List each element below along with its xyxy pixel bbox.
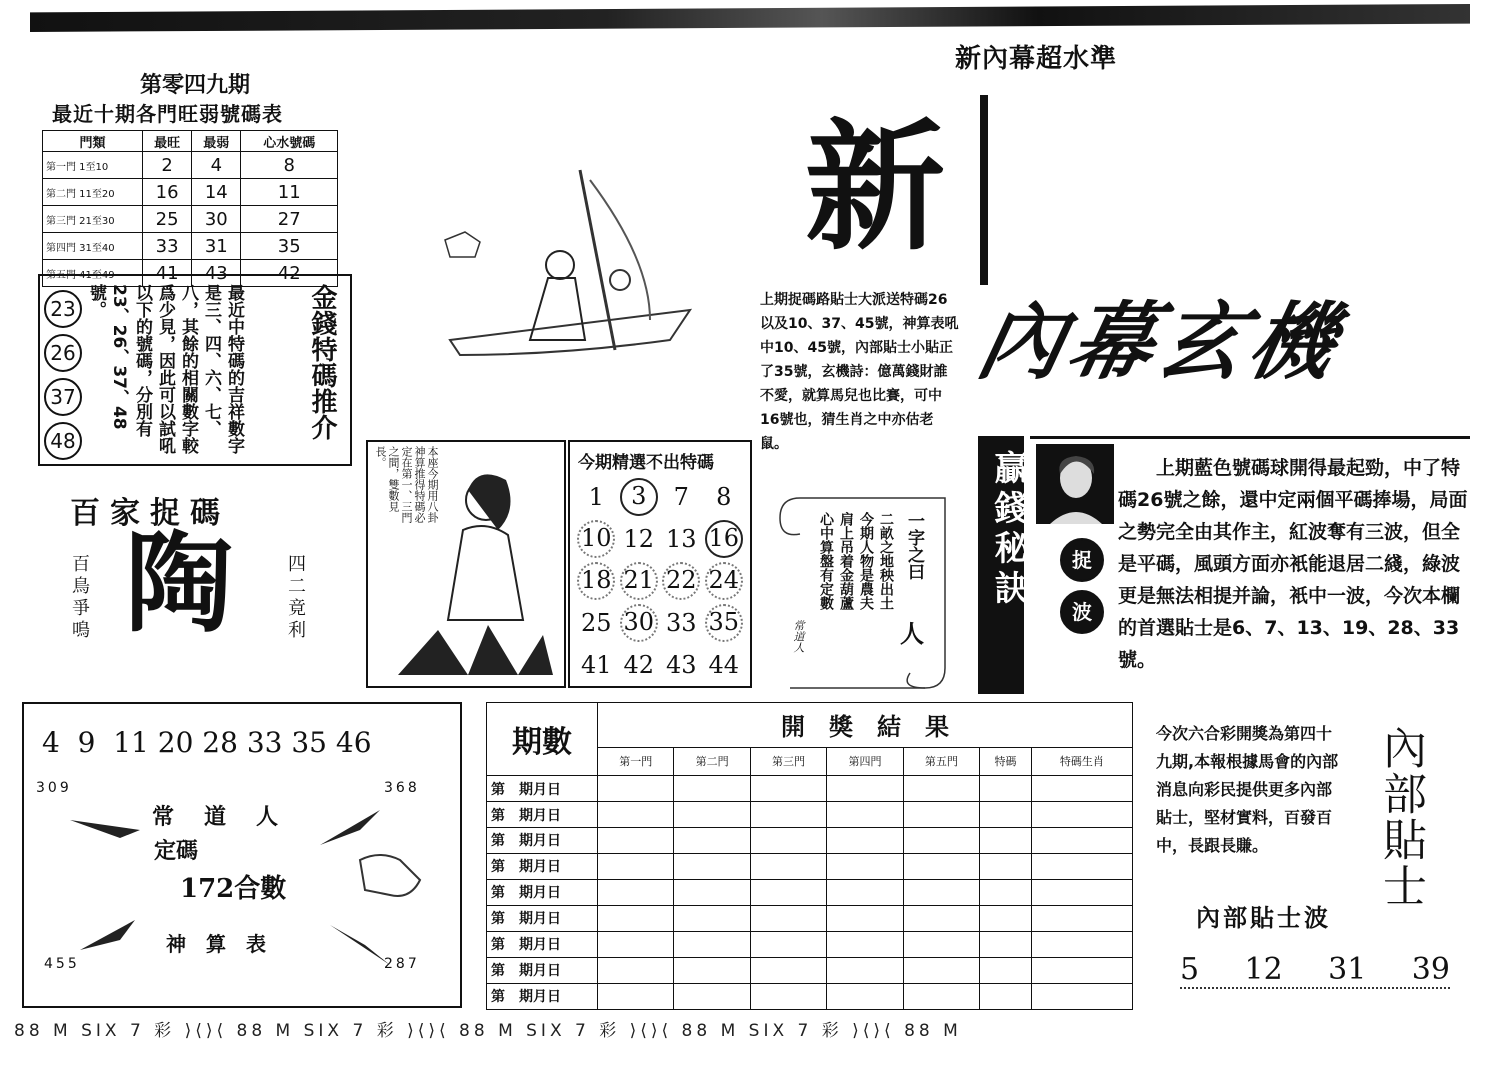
draw-title: 開 獎 結 果 (598, 703, 1133, 748)
table-row (487, 776, 1133, 802)
draw-col-header: 第一門 (598, 747, 674, 775)
row-label: 第 期月日 (487, 905, 598, 931)
scroll-line1b: 人 (900, 620, 924, 648)
arrow-icon (330, 925, 390, 965)
fisherman-illustration (430, 150, 710, 390)
grid-number: 18 (577, 562, 615, 600)
grid-cell (703, 560, 746, 602)
grid-number: 16 (705, 520, 743, 558)
draw-col-header: 第五門 (903, 747, 979, 775)
grid-cell (703, 644, 746, 686)
grid-cell (703, 518, 746, 560)
result-cell (750, 828, 826, 854)
row-label: 第 期月日 (487, 983, 598, 1009)
pick-cell: 35 (241, 233, 338, 260)
grid-number: 10 (577, 520, 615, 558)
cold-cell: 30 (192, 206, 241, 233)
divider (980, 95, 988, 285)
grid-row (575, 560, 745, 602)
grid-cell (703, 476, 746, 518)
lucky-text: 最近中特碼的吉祥數字是三、四、六、七、八，其餘的相關數字較爲少見，因此可以試吼以下的號碼，分別有23、26、37、48號。 (86, 284, 244, 454)
result-cell (827, 776, 903, 802)
result-cell (903, 853, 979, 879)
baijia-left: 百鳥爭鳴 (69, 554, 90, 642)
number-ball: 37 (44, 378, 82, 416)
pick-cell: 27 (241, 206, 338, 233)
grid-cell (618, 476, 661, 518)
cold-cell: 31 (192, 233, 241, 260)
baijia-char: 陶 (125, 521, 234, 647)
grid-number: 43 (665, 651, 697, 679)
baijia-title: 百家捉碼 (70, 496, 230, 531)
result-cell (598, 776, 674, 802)
number-ball: 48 (44, 422, 82, 460)
result-cell (980, 931, 1032, 957)
row-label: 第 期月日 (487, 776, 598, 802)
arrow-graphics (60, 800, 450, 980)
table-row (43, 179, 338, 206)
corner-number: 309 (36, 780, 72, 796)
tag-catch: 捉 (1060, 538, 1104, 582)
grid-cell (618, 560, 661, 602)
result-cell (1031, 905, 1132, 931)
tag-wave: 波 (1060, 590, 1104, 634)
issue-title: 第零四九期 (140, 72, 251, 98)
divider (1030, 436, 1470, 439)
grid-row (575, 518, 745, 560)
grid-number: 41 (580, 651, 612, 679)
result-cell (903, 983, 979, 1009)
grid-cell (575, 602, 618, 644)
grid-cell (660, 476, 703, 518)
cold-cell: 14 (192, 179, 241, 206)
result-cell (903, 957, 979, 983)
wave-numbers (1180, 952, 1450, 989)
result-cell (903, 776, 979, 802)
author-name: 常道人 (152, 805, 309, 830)
secret-title: 內幕玄機 (969, 293, 1351, 391)
result-cell (980, 983, 1032, 1009)
result-cell (980, 802, 1032, 828)
result-cell (903, 802, 979, 828)
result-cell (598, 828, 674, 854)
draw-col-header: 第三門 (750, 747, 826, 775)
top-banner (30, 4, 1470, 32)
gate-cell: 第四門 31至40 (43, 233, 143, 260)
col-header: 心水號碼 (241, 131, 338, 152)
picks-title: 今期精選不出特碼 (578, 453, 714, 473)
result-cell (1031, 776, 1132, 802)
grid-cell (618, 644, 661, 686)
result-cell (827, 879, 903, 905)
grid-number: 12 (623, 525, 655, 553)
grid-number: 21 (620, 562, 658, 600)
win-text: 上期藍色號碼球開得最起勁，中了特碼26號之餘，還中定兩個平碼捧場，局面之勢完全由其作主，紅波奪有三波，但全是平碼，風頭方面亦衹能退居二綫，綠波更是無法相提并論，衹中一波，今次本欄的首選貼士是6、7、13、19、28、33號。 (1118, 457, 1468, 671)
row-label: 第 期月日 (487, 931, 598, 957)
row-label: 第 期月日 (487, 828, 598, 854)
tiger-icon (360, 855, 420, 896)
draw-col-header: 特碼 (980, 747, 1032, 775)
result-cell (598, 879, 674, 905)
grid-number: 33 (665, 609, 697, 637)
grid-cell (660, 518, 703, 560)
gate-cell: 第二門 11至20 (43, 179, 143, 206)
period-header: 期數 (487, 703, 598, 776)
scroll-line5: 心中算盤有定數 (818, 512, 834, 610)
scroll-line4: 肩上吊着金葫蘆 (838, 512, 854, 610)
result-cell (980, 957, 1032, 983)
hot-cell: 2 (143, 152, 192, 179)
corner-number: 287 (384, 956, 420, 972)
table-row (487, 828, 1133, 854)
grid-number: 44 (708, 651, 740, 679)
table-row (487, 853, 1133, 879)
result-cell (750, 931, 826, 957)
result-cell (903, 905, 979, 931)
draw-col-header: 第二門 (674, 747, 750, 775)
col-header: 門類 (43, 131, 143, 152)
goddess-note: 本座今期用八卦神算推得特碼必定在第一、三門之間，雙數見長。 (374, 446, 439, 523)
inside-hand-title: 內部貼士 (1375, 725, 1426, 909)
grid-number: 42 (623, 651, 655, 679)
row-label: 第 期月日 (487, 957, 598, 983)
col-header: 最弱 (192, 131, 241, 152)
gate-cell: 第三門 21至30 (43, 206, 143, 233)
result-cell (750, 802, 826, 828)
result-cell (903, 828, 979, 854)
result-cell (598, 905, 674, 931)
result-cell (903, 879, 979, 905)
wave-title: 內部貼士波 (1196, 904, 1331, 932)
hot-cell: 25 (143, 206, 192, 233)
result-cell (598, 931, 674, 957)
gate-cell: 第一門 1至10 (43, 152, 143, 179)
result-cell (674, 983, 750, 1009)
result-cell (750, 853, 826, 879)
draw-col-header: 特碼生肖 (1031, 747, 1132, 775)
win-title: 贏錢秘訣 (988, 450, 1028, 610)
table-row (43, 206, 338, 233)
table-header-row (487, 703, 1133, 748)
grid-number: 35 (705, 604, 743, 642)
hot-cell: 41 (143, 260, 192, 287)
ball-column (44, 290, 82, 460)
grid-number: 1 (588, 483, 604, 511)
result-cell (598, 802, 674, 828)
gate-cell: 第五門 41至49 (43, 260, 143, 287)
result-cell (1031, 828, 1132, 854)
table-row (487, 905, 1133, 931)
grid-row (575, 602, 745, 644)
result-cell (674, 802, 750, 828)
grid-cell (660, 560, 703, 602)
result-cell (750, 776, 826, 802)
grid-number: 3 (620, 478, 658, 516)
wave-number: 5 (1180, 952, 1200, 987)
result-cell (827, 905, 903, 931)
result-cell (827, 828, 903, 854)
grid-number: 30 (620, 604, 658, 642)
result-cell (1031, 853, 1132, 879)
stats-subtitle: 最近十期各門旺弱號碼表 (52, 102, 283, 126)
grid-row (575, 644, 745, 686)
scroll-line1: 一字之曰 (904, 512, 924, 580)
gate-stats-table (42, 130, 338, 287)
corner-number: 368 (384, 780, 420, 796)
grid-row (575, 476, 745, 518)
result-cell (674, 879, 750, 905)
number-ball: 26 (44, 334, 82, 372)
arrow-icon (80, 920, 135, 950)
result-cell (750, 957, 826, 983)
wave-number: 31 (1328, 952, 1367, 987)
result-cell (980, 879, 1032, 905)
result-cell (750, 879, 826, 905)
hot-cell: 16 (143, 179, 192, 206)
secret-title-banner (969, 292, 1460, 392)
grid-cell (575, 560, 618, 602)
result-cell (980, 905, 1032, 931)
result-cell (674, 853, 750, 879)
result-cell (903, 931, 979, 957)
grid-cell (660, 602, 703, 644)
wave-number: 39 (1411, 952, 1450, 987)
result-cell (1031, 879, 1132, 905)
result-cell (598, 957, 674, 983)
bottom-strip: 88 M SIX 7 彩 ⟩⟨⟩⟨ 88 M SIX 7 彩 ⟩⟨⟩⟨ 88 M SIX 7 彩 ⟩⟨⟩⟨ 88 M SIX 7 彩 ⟩⟨⟩⟨ 88 M (14, 1021, 962, 1041)
picks-grid (575, 476, 745, 686)
table-header-row (43, 131, 338, 152)
grid-number: 24 (705, 562, 743, 600)
result-cell (827, 931, 903, 957)
grid-cell (575, 476, 618, 518)
draw-col-header: 第四門 (827, 747, 903, 775)
draw-results-table (486, 702, 1133, 1010)
result-cell (750, 983, 826, 1009)
goddess-illustration (378, 460, 560, 682)
result-cell (674, 905, 750, 931)
grid-number: 8 (716, 483, 732, 511)
scroll-line3: 今期人物是農夫 (858, 512, 874, 610)
grid-number: 7 (673, 483, 689, 511)
cold-cell: 4 (192, 152, 241, 179)
lucky-title: 金錢特碼推介 (307, 284, 337, 440)
portrait (1036, 444, 1114, 524)
wave-number: 12 (1244, 952, 1283, 987)
fixed-label: 定碼 (154, 839, 199, 864)
row-label: 第 期月日 (487, 802, 598, 828)
table-row (43, 152, 338, 179)
grid-cell (618, 602, 661, 644)
arrow-icon (320, 810, 380, 845)
result-cell (598, 853, 674, 879)
hot-cell: 33 (143, 233, 192, 260)
result-cell (1031, 957, 1132, 983)
grid-cell (660, 644, 703, 686)
table-row (487, 957, 1133, 983)
result-cell (1031, 931, 1132, 957)
big-calligraphy-char: 新 (805, 106, 946, 270)
table-row (487, 802, 1133, 828)
baijia-right: 四二竟利 (285, 554, 306, 642)
portrait-icon (1036, 444, 1114, 524)
result-cell (598, 983, 674, 1009)
pick-cell: 8 (241, 152, 338, 179)
grid-cell (618, 518, 661, 560)
result-cell (750, 905, 826, 931)
result-cell (674, 957, 750, 983)
result-cell (827, 983, 903, 1009)
result-cell (980, 828, 1032, 854)
result-cell (674, 776, 750, 802)
result-cell (674, 931, 750, 957)
table-row (487, 983, 1133, 1009)
result-cell (980, 776, 1032, 802)
number-ball: 23 (44, 290, 82, 328)
masthead: 新內幕超水準 (955, 44, 1118, 74)
grid-number: 13 (665, 525, 697, 553)
table-row (487, 879, 1133, 905)
number-list: 4 9 11 20 28 33 35 46 (42, 726, 372, 759)
result-cell (980, 853, 1032, 879)
pick-cell: 11 (241, 179, 338, 206)
table-row (487, 931, 1133, 957)
result-cell (827, 853, 903, 879)
grid-number: 22 (662, 562, 700, 600)
cold-cell: 43 (192, 260, 241, 287)
scroll-signature: 常道人 (792, 620, 805, 653)
row-label: 第 期月日 (487, 853, 598, 879)
tips-text: 上期捉碼路貼士大派送特碼26以及10、37、45號，神算表吼中10、45號，內部貼士小貼正了35號，玄機詩：億萬錢財誰不愛，就算馬兒也比賽，可中16號也，猜生肖之中亦估老鼠。 (760, 292, 959, 452)
row-label: 第 期月日 (487, 879, 598, 905)
pick-cell: 42 (241, 260, 338, 287)
result-cell (1031, 983, 1132, 1009)
grid-cell (703, 602, 746, 644)
inside-text: 今次六合彩開獎為第四十九期,本報根據馬會的內部消息向彩民提供更多內部貼士，堅材實料，百發百中，長跟長賺。 (1156, 724, 1339, 855)
col-header: 最旺 (143, 131, 192, 152)
result-cell (827, 802, 903, 828)
result-cell (1031, 802, 1132, 828)
grid-number: 25 (580, 609, 612, 637)
result-cell (674, 828, 750, 854)
scroll-line2: 二畝之地秧出土 (878, 512, 894, 610)
grid-cell (575, 518, 618, 560)
arrow-icon (70, 820, 140, 838)
grid-cell (575, 644, 618, 686)
sum-label: 172合數 (180, 874, 287, 904)
table-row (43, 233, 338, 260)
calc-label: 神算表 (166, 932, 286, 956)
result-cell (827, 957, 903, 983)
corner-number: 455 (44, 956, 80, 972)
